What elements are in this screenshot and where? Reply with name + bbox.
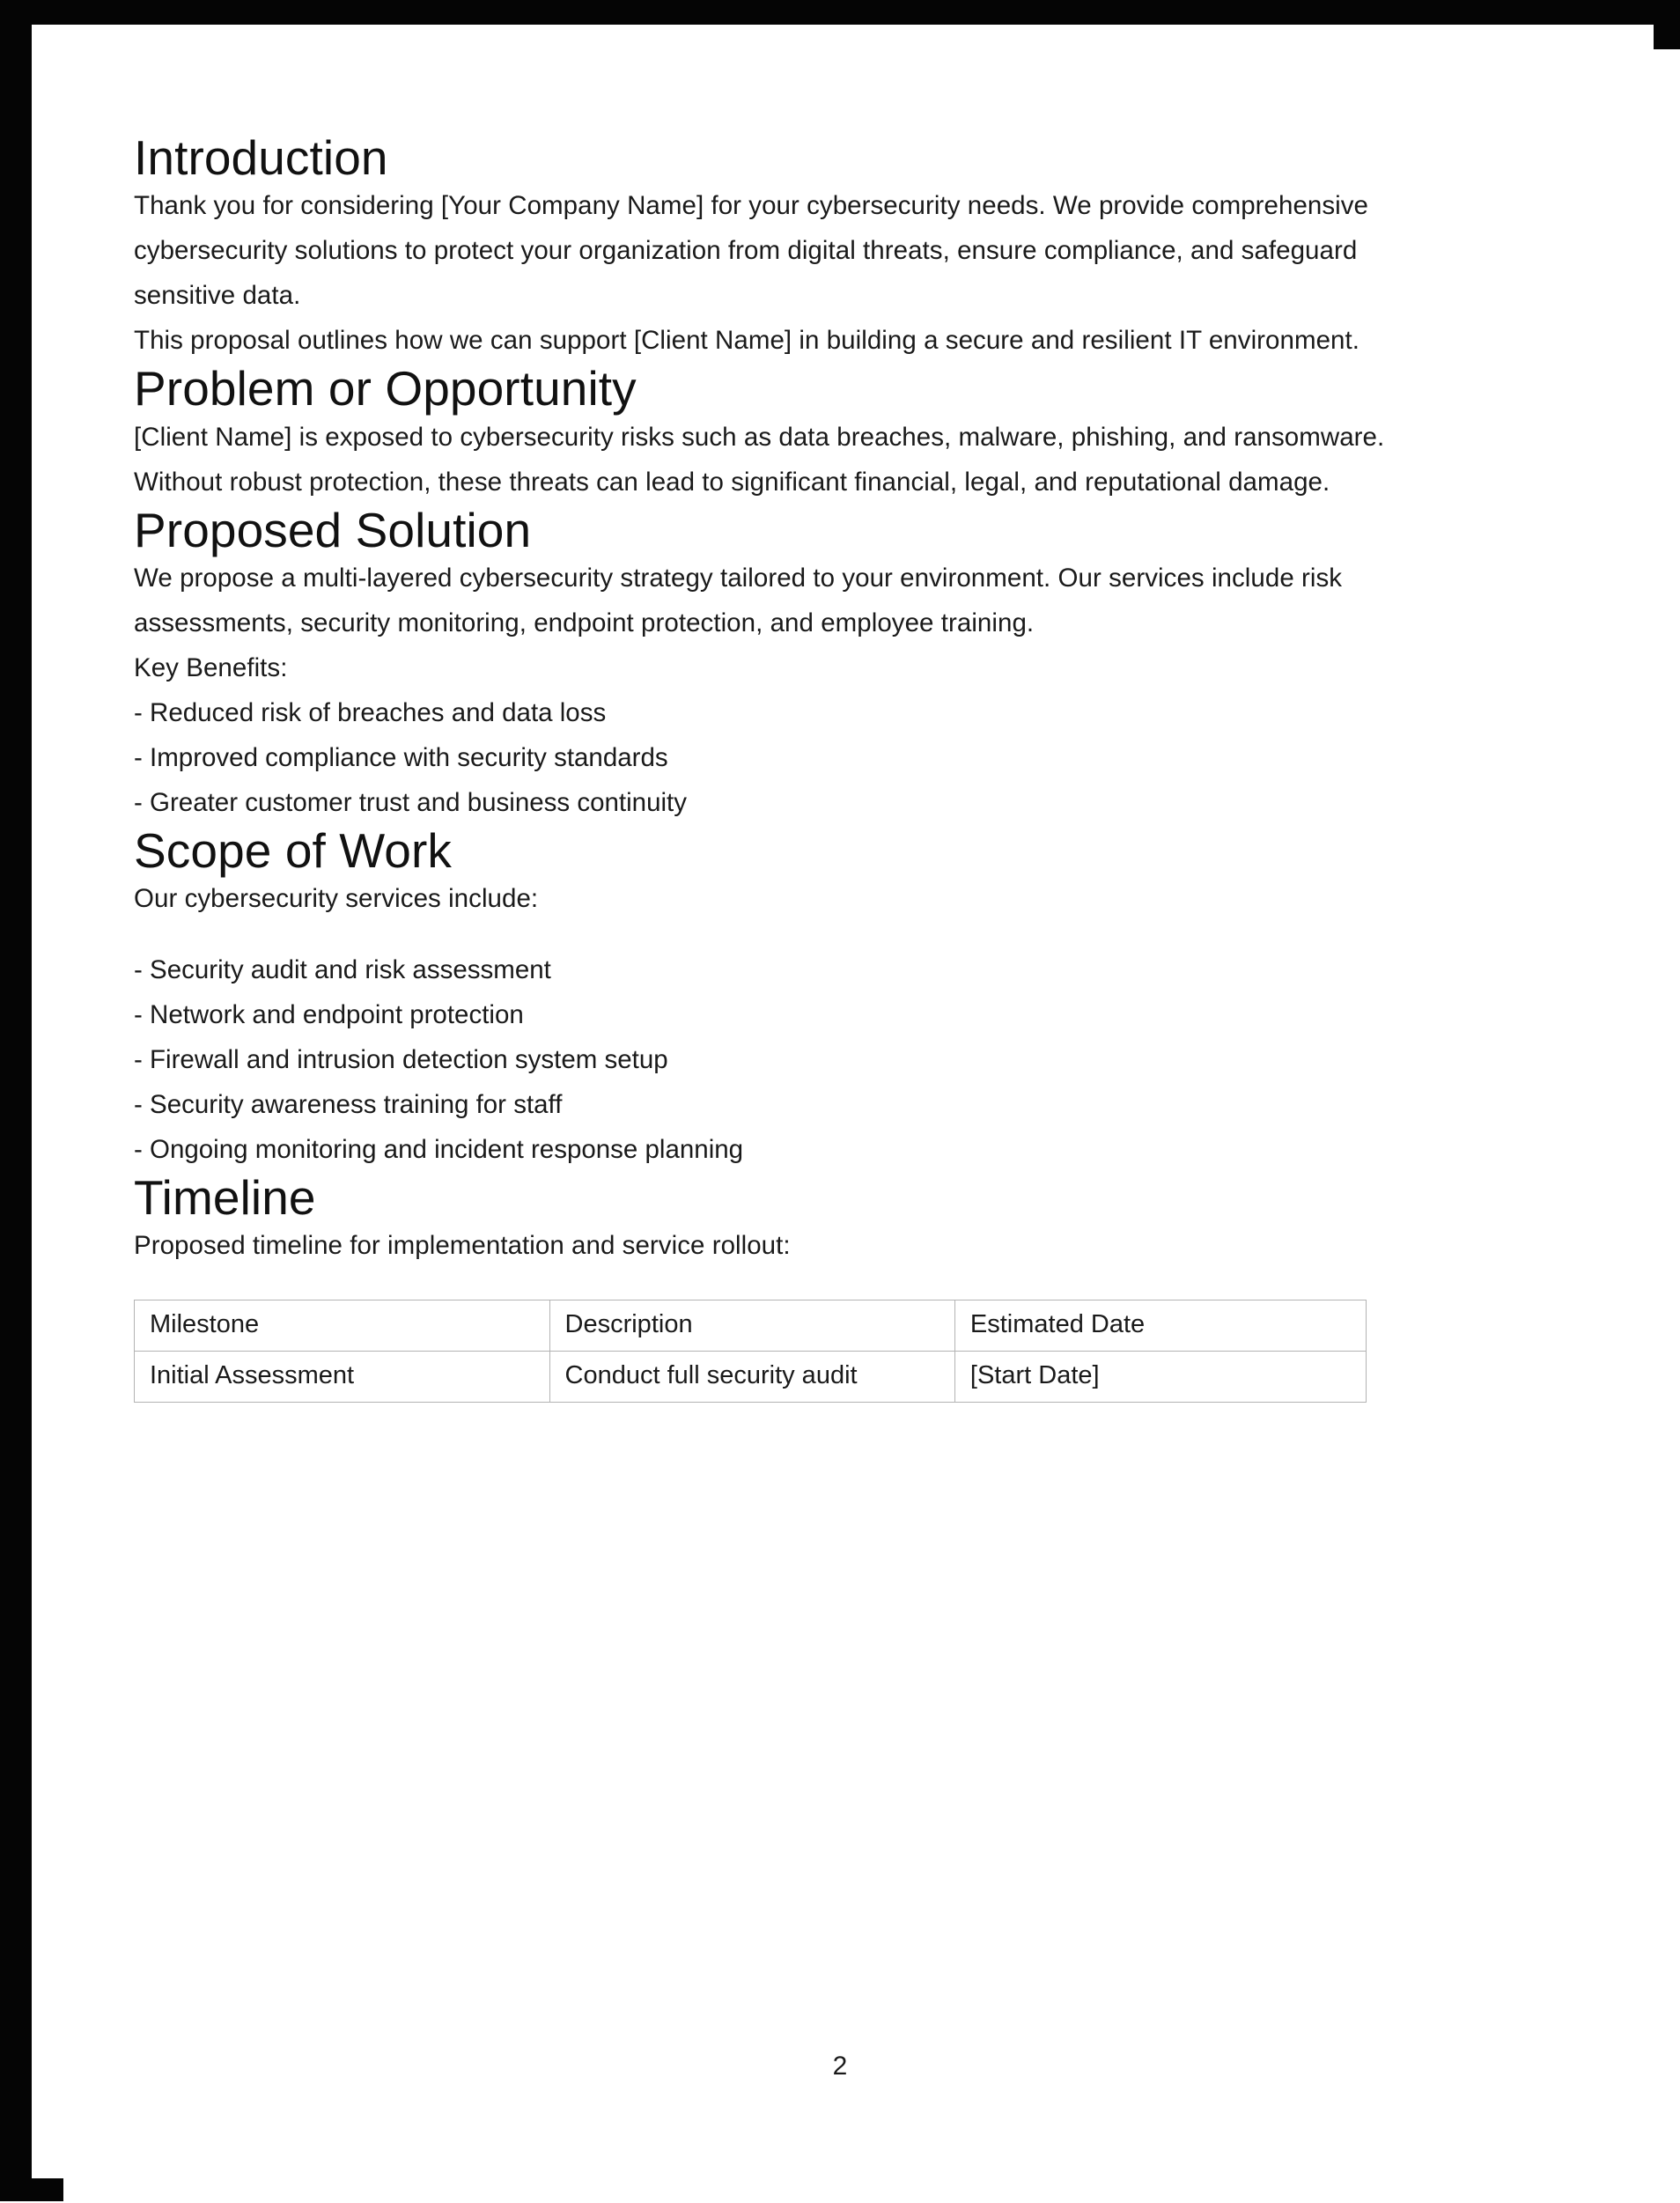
timeline-table <box>134 1300 1367 1403</box>
key-benefits-list <box>134 690 1411 825</box>
introduction-paragraph-1: Thank you for considering [Your Company Name] for your cybersecurity needs. We provide comprehensive cybersecurity solutions to protect your organization from digital threats, ensure compliance, and safeguard sensitive data. <box>134 191 1369 311</box>
table-cell-estimated-date: [Start Date] <box>954 1352 1366 1403</box>
table-header-row <box>135 1300 1367 1352</box>
list-item: - Greater customer trust and business continuity <box>134 787 687 817</box>
list-item: - Reduced risk of breaches and data loss <box>134 697 607 727</box>
problem-paragraph-1: [Client Name] is exposed to cybersecurity risks such as data breaches, malware, phishing, and ransomware. Without robust protection, these threats can lead to significant financial, legal, and reputational damage. <box>134 422 1385 497</box>
table-cell-description: Conduct full security audit <box>549 1352 954 1403</box>
heading-proposed-solution: Proposed Solution <box>134 502 532 557</box>
timeline-intro: Proposed timeline for implementation and service rollout: <box>134 1231 791 1261</box>
key-benefits-label: Key Benefits: <box>134 652 288 682</box>
list-item: - Security audit and risk assessment <box>134 955 551 985</box>
table-header-cell-estimated-date: Estimated Date <box>954 1300 1366 1352</box>
table-header-cell-description: Description <box>549 1300 954 1352</box>
list-item: - Network and endpoint protection <box>134 1000 524 1030</box>
heading-scope-of-work: Scope of Work <box>134 822 453 878</box>
heading-introduction: Introduction <box>134 130 388 185</box>
scope-of-work-list <box>134 947 1411 1172</box>
table-row <box>135 1352 1367 1403</box>
table-cell-milestone: Initial Assessment <box>135 1352 550 1403</box>
heading-problem-or-opportunity: Problem or Opportunity <box>134 361 637 416</box>
solution-paragraph-1: We propose a multi-layered cybersecurity strategy tailored to your environment. Our services include risk assessments, security monitoring, endpoint protection, and employee training. <box>134 563 1343 637</box>
list-item: - Improved compliance with security standards <box>134 742 668 772</box>
document-content <box>134 132 1411 1403</box>
introduction-paragraph-2: This proposal outlines how we can support [Client Name] in building a secure and resilient IT environment. <box>134 326 1359 356</box>
scope-intro: Our cybersecurity services include: <box>134 884 539 914</box>
list-item: - Ongoing monitoring and incident response planning <box>134 1135 744 1165</box>
list-item: - Security awareness training for staff <box>134 1090 563 1120</box>
heading-timeline: Timeline <box>134 1170 316 1226</box>
page-number: 2 <box>832 2052 848 2081</box>
table-header-cell-milestone: Milestone <box>135 1300 550 1352</box>
list-item: - Firewall and intrusion detection system setup <box>134 1045 668 1075</box>
